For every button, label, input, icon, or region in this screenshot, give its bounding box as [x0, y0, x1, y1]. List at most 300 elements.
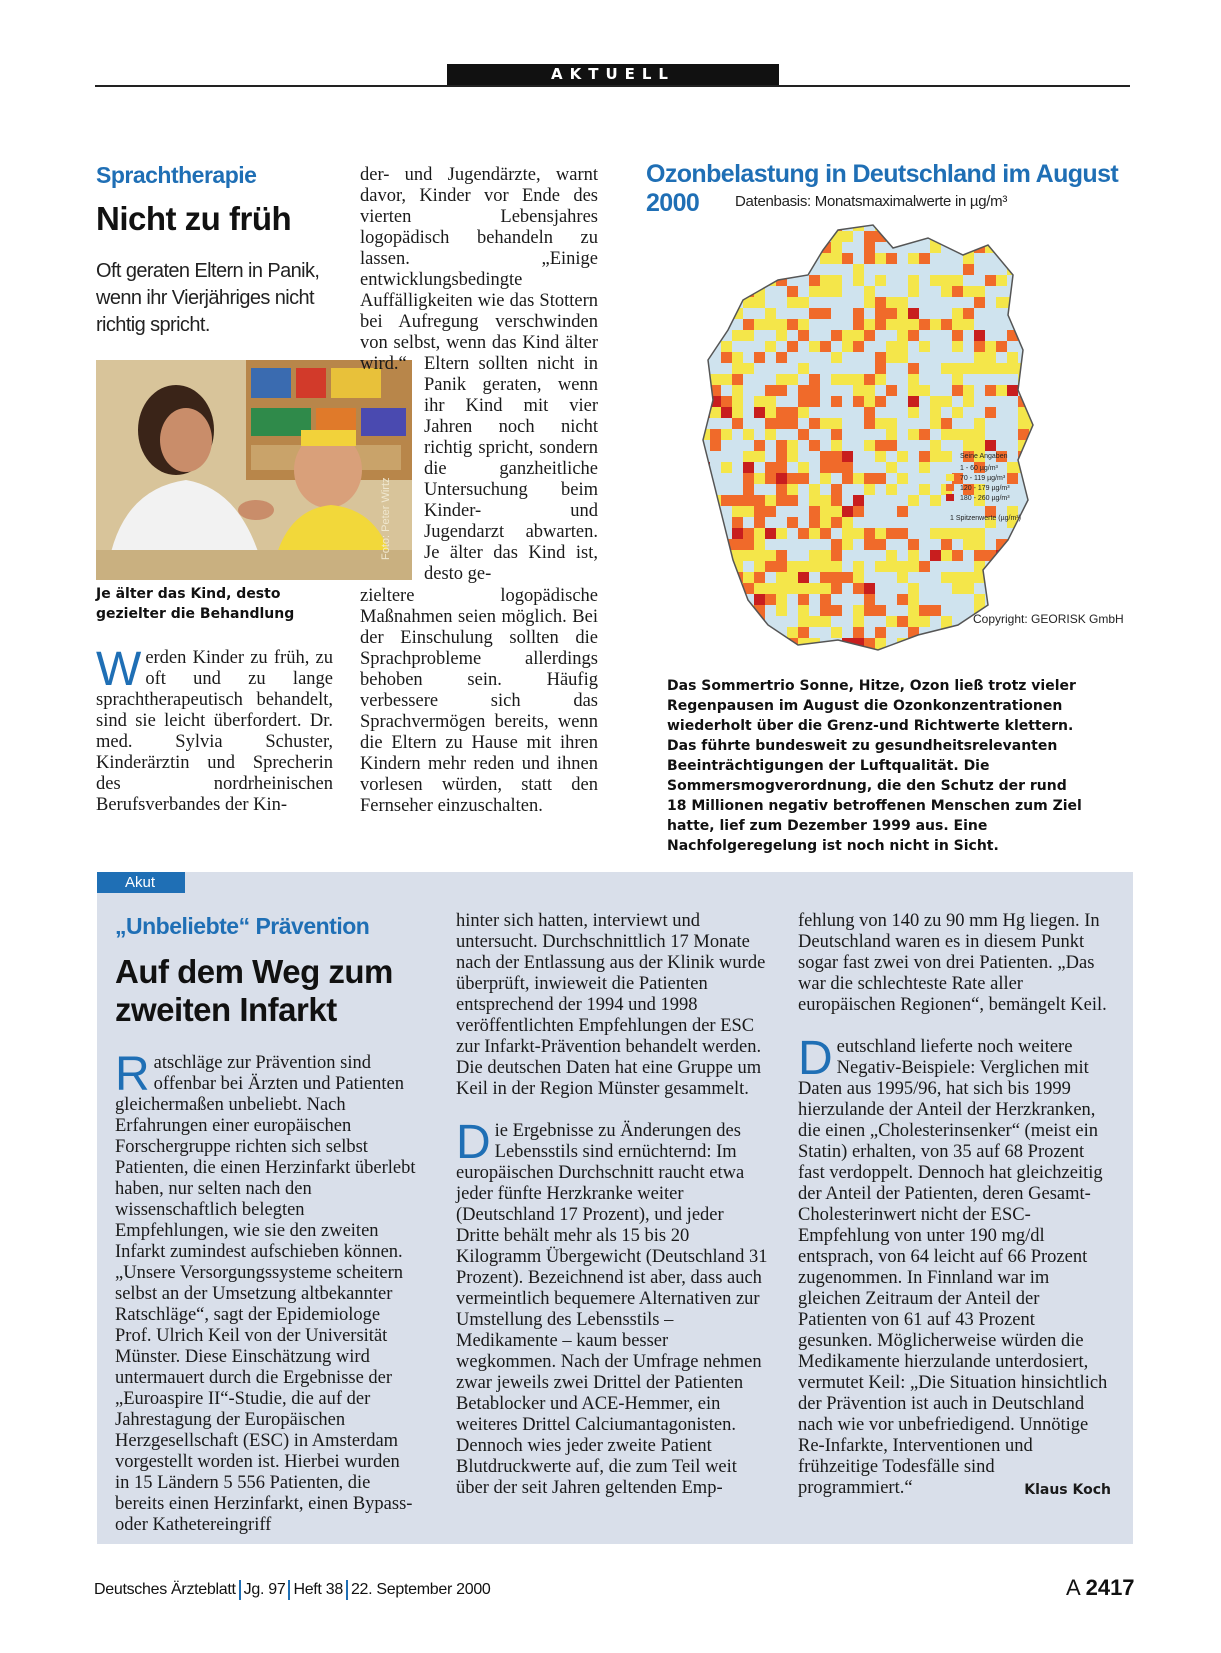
map-cell [1018, 539, 1029, 550]
map-cell [776, 407, 787, 418]
map-cell [710, 561, 721, 572]
map-cell [831, 418, 842, 429]
map-cell [743, 319, 754, 330]
map-cell [831, 506, 842, 517]
map-cell [1084, 539, 1095, 550]
map-cell [798, 330, 809, 341]
map-cell [853, 341, 864, 352]
map-cell [1051, 517, 1062, 528]
map-cell [688, 528, 699, 539]
map-cell [996, 638, 1007, 649]
map-cell [919, 649, 930, 660]
map-cell [886, 319, 897, 330]
map-cell [765, 429, 776, 440]
map-cell [732, 275, 743, 286]
map-cell [754, 561, 765, 572]
map-cell [776, 231, 787, 242]
map-cell [1040, 220, 1051, 231]
map-cell [853, 308, 864, 319]
map-cell [787, 484, 798, 495]
map-cell [732, 495, 743, 506]
map-cell [853, 561, 864, 572]
map-cell [831, 330, 842, 341]
map-cell [1062, 539, 1073, 550]
map-cell [688, 352, 699, 363]
map-cell [996, 363, 1007, 374]
map-cell [754, 616, 765, 627]
map-cell [743, 528, 754, 539]
map-cell [908, 286, 919, 297]
map-cell [1106, 649, 1108, 660]
map-cell [820, 275, 831, 286]
map-cell [1051, 583, 1062, 594]
map-cell [809, 275, 820, 286]
map-cell [798, 572, 809, 583]
footer-volume: Jg. 97 [243, 1581, 286, 1599]
map-cell [897, 297, 908, 308]
map-cell [809, 495, 820, 506]
map-cell [710, 440, 721, 451]
ozone-map-graphic [688, 220, 1108, 665]
map-cell [743, 451, 754, 462]
map-cell [699, 660, 710, 665]
map-cell [688, 396, 699, 407]
map-cell [996, 341, 1007, 352]
map-cell [721, 495, 732, 506]
map-cell [688, 660, 699, 665]
map-cell [754, 352, 765, 363]
map-cell [1062, 451, 1073, 462]
map-cell [875, 473, 886, 484]
map-cell [820, 462, 831, 473]
map-cell [1051, 330, 1062, 341]
map-cell [842, 451, 853, 462]
map-cell [1029, 275, 1040, 286]
map-cell [688, 418, 699, 429]
map-cell [809, 528, 820, 539]
map-cell [820, 572, 831, 583]
map-cell [1029, 594, 1040, 605]
map-cell [864, 583, 875, 594]
map-cell [996, 583, 1007, 594]
map-cell [1106, 418, 1108, 429]
map-cell [710, 330, 721, 341]
map-cell [985, 660, 996, 665]
map-cell [919, 253, 930, 264]
map-cell [732, 638, 743, 649]
map-cell [908, 253, 919, 264]
map-cell [1095, 308, 1106, 319]
map-cell [853, 264, 864, 275]
map-cell [853, 605, 864, 616]
map-cell [787, 286, 798, 297]
map-cell [732, 583, 743, 594]
map-cell [864, 649, 875, 660]
legend-item-2: 70 - 119 µg/m³ [960, 475, 1006, 482]
map-cell [798, 319, 809, 330]
map-cell [886, 561, 897, 572]
map-cell [1095, 583, 1106, 594]
map-cell [699, 308, 710, 319]
map-cell [908, 374, 919, 385]
map-cell [754, 594, 765, 605]
map-cell [1051, 341, 1062, 352]
article2-title: Auf dem Weg zum zweiten Infarkt [115, 953, 393, 1028]
map-cell [798, 462, 809, 473]
map-cell [699, 550, 710, 561]
map-cell [688, 462, 699, 473]
map-cell [798, 627, 809, 638]
map-cell [1029, 352, 1040, 363]
map-cell [820, 594, 831, 605]
map-cell [1095, 363, 1106, 374]
map-cell [930, 418, 941, 429]
map-cell [754, 440, 765, 451]
map-cell [853, 275, 864, 286]
map-cell [732, 528, 743, 539]
map-cell [721, 594, 732, 605]
map-cell [721, 374, 732, 385]
map-cell [1007, 660, 1018, 665]
map-cell [1073, 253, 1084, 264]
map-cell [1029, 484, 1040, 495]
map-cell [908, 495, 919, 506]
map-cell [699, 506, 710, 517]
map-cell [798, 407, 809, 418]
map-cell [787, 517, 798, 528]
map-cell [842, 572, 853, 583]
map-cell [864, 660, 875, 665]
map-cell [908, 616, 919, 627]
map-cell [831, 275, 842, 286]
map-cell [930, 495, 941, 506]
map-cell [831, 561, 842, 572]
map-cell [776, 418, 787, 429]
map-cell [842, 517, 853, 528]
map-cell [842, 649, 853, 660]
map-cell [798, 528, 809, 539]
map-cell [974, 341, 985, 352]
map-cell [1073, 484, 1084, 495]
map-cell [1040, 561, 1051, 572]
map-cell [1051, 495, 1062, 506]
map-cell [963, 660, 974, 665]
map-cell [1062, 440, 1073, 451]
map-cell [974, 649, 985, 660]
map-cell [831, 572, 842, 583]
map-cell [743, 253, 754, 264]
map-cell [1106, 286, 1108, 297]
map-cell [1018, 253, 1029, 264]
map-cell [776, 528, 787, 539]
map-cell [1040, 396, 1051, 407]
map-cell [831, 550, 842, 561]
map-cell [963, 319, 974, 330]
map-subtitle: Datenbasis: Monatsmaximalwerte in µg/m³ [735, 193, 1008, 210]
map-cell [831, 352, 842, 363]
map-cell [842, 473, 853, 484]
therapy-photo [96, 360, 412, 580]
article1-column2-bottom: zieltere logopädische Maßnahmen seien möglich. Bei der Einschulung sollten die Sprachprobleme allerdings behoben sein. Häufig verbessere sich das Sprachvermögen bereits, wenn die Eltern zu Hause mit ihren Kindern mehr reden und ihnen vorlesen würden, statt den Fernseher einzuschalten. [360, 586, 598, 816]
map-cell [699, 231, 710, 242]
map-cell [1007, 462, 1018, 473]
map-cell [886, 385, 897, 396]
map-cell [875, 627, 886, 638]
map-cell [1018, 418, 1029, 429]
map-cell [754, 451, 765, 462]
map-cell [820, 605, 831, 616]
map-cell [853, 616, 864, 627]
map-cell [754, 572, 765, 583]
map-cell [1040, 341, 1051, 352]
map-cell [787, 440, 798, 451]
map-cell [1051, 506, 1062, 517]
map-cell [1040, 308, 1051, 319]
map-cell [743, 264, 754, 275]
map-cell [776, 440, 787, 451]
map-cell [875, 649, 886, 660]
map-cell [1018, 231, 1029, 242]
map-cell [710, 253, 721, 264]
map-cell [776, 374, 787, 385]
map-cell [1084, 473, 1095, 484]
map-cell [776, 319, 787, 330]
dropcap: D [456, 1116, 491, 1169]
map-cell [919, 561, 930, 572]
map-cell [699, 374, 710, 385]
map-cell [721, 286, 732, 297]
map-cell [864, 231, 875, 242]
map-cell [930, 407, 941, 418]
map-cell [1051, 363, 1062, 374]
map-cell [930, 550, 941, 561]
map-cell [743, 473, 754, 484]
map-cell [798, 242, 809, 253]
map-cell [875, 308, 886, 319]
map-cell [996, 594, 1007, 605]
map-cell [985, 352, 996, 363]
map-cell [952, 220, 963, 231]
map-cell [831, 440, 842, 451]
map-cell [875, 539, 886, 550]
photo-credit: Foto: Peter Wirtz [380, 477, 392, 560]
map-cell [941, 638, 952, 649]
map-cell [743, 242, 754, 253]
map-cell [831, 451, 842, 462]
map-cell [699, 341, 710, 352]
map-cell [908, 275, 919, 286]
map-cell [743, 649, 754, 660]
map-cell [1095, 627, 1106, 638]
map-cell [688, 341, 699, 352]
map-cell [952, 429, 963, 440]
map-cell [1095, 352, 1106, 363]
map-cell [886, 231, 897, 242]
map-cell [831, 462, 842, 473]
header-rule [95, 85, 1130, 87]
map-cell [908, 605, 919, 616]
map-cell [776, 385, 787, 396]
map-cell [1029, 297, 1040, 308]
map-cell [1095, 418, 1106, 429]
map-cell [710, 220, 721, 231]
map-cell [809, 396, 820, 407]
map-cell [1062, 319, 1073, 330]
map-cell [1095, 649, 1106, 660]
map-cell [842, 374, 853, 385]
map-cell [1051, 418, 1062, 429]
map-cell [1095, 594, 1106, 605]
map-cell [886, 297, 897, 308]
map-cell [1073, 341, 1084, 352]
map-cell [842, 341, 853, 352]
map-cell [765, 506, 776, 517]
legend-swatch-mid [946, 474, 954, 481]
map-cell [952, 374, 963, 385]
map-cell [1040, 484, 1051, 495]
map-cell [688, 561, 699, 572]
map-cell [963, 583, 974, 594]
map-cell [842, 462, 853, 473]
map-cell [1007, 572, 1018, 583]
map-cell [754, 407, 765, 418]
map-cell [820, 528, 831, 539]
map-cell [831, 374, 842, 385]
map-cell [963, 440, 974, 451]
map-cell [1007, 253, 1018, 264]
map-cell [699, 616, 710, 627]
map-cell [688, 473, 699, 484]
map-cell [1095, 528, 1106, 539]
map-cell [908, 308, 919, 319]
map-cell [743, 330, 754, 341]
map-cell [776, 253, 787, 264]
map-cell [776, 462, 787, 473]
map-cell [886, 429, 897, 440]
map-cell [1095, 660, 1106, 665]
map-cell [820, 517, 831, 528]
map-cell [732, 374, 743, 385]
map-cell [908, 363, 919, 374]
map-cell [699, 605, 710, 616]
map-cell [1062, 330, 1073, 341]
map-cell [754, 517, 765, 528]
map-cell [908, 220, 919, 231]
map-cell [941, 319, 952, 330]
map-cell [1073, 418, 1084, 429]
article1-column2-top: der- und Jugendärzte, warnt davor, Kinder vor Ende des vierten Lebensjahres logopädisch behandeln zu lassen. „Einige entwicklungsbedingte Auffälligkeiten wie das Stottern bei Aufregung verschwinden von selbst, wenn das Kind älter wird.“ [360, 165, 598, 374]
map-cell [963, 528, 974, 539]
map-cell [996, 220, 1007, 231]
map-cell [1051, 550, 1062, 561]
photo-caption: Je älter das Kind, desto gezielter die Behandlung [96, 586, 295, 622]
map-cell [864, 396, 875, 407]
map-cell [1106, 462, 1108, 473]
map-cell [919, 484, 930, 495]
map-cell [831, 484, 842, 495]
map-cell [1051, 253, 1062, 264]
map-cell [1040, 627, 1051, 638]
map-cell [831, 242, 842, 253]
map-cell [963, 627, 974, 638]
map-cell [897, 352, 908, 363]
map-cell [1084, 495, 1095, 506]
map-cell [853, 374, 864, 385]
map-cell [974, 418, 985, 429]
map-cell [809, 308, 820, 319]
legend-swatch-peak [946, 494, 954, 501]
map-cell [963, 572, 974, 583]
map-cell [897, 594, 908, 605]
map-cell [754, 297, 765, 308]
map-cell [853, 660, 864, 665]
page-number [1066, 1575, 1135, 1601]
legend-note: 1 Spitzenwerte (µg/m³) [950, 515, 1021, 522]
map-cell [743, 506, 754, 517]
map-cell [1051, 297, 1062, 308]
map-cell [1040, 297, 1051, 308]
map-cell [1106, 297, 1108, 308]
map-cell [1029, 572, 1040, 583]
map-cell [1051, 528, 1062, 539]
map-cell [776, 352, 787, 363]
map-cell [754, 495, 765, 506]
map-cell [1018, 286, 1029, 297]
map-cell [1062, 341, 1073, 352]
map-cell [853, 319, 864, 330]
map-cell [699, 638, 710, 649]
map-cell [699, 539, 710, 550]
map-cell [710, 627, 721, 638]
map-cell [996, 297, 1007, 308]
map-cell [1095, 385, 1106, 396]
dropcap: D [798, 1032, 833, 1085]
map-cell [1062, 517, 1073, 528]
map-cell [831, 253, 842, 264]
map-cell [1106, 385, 1108, 396]
map-cell [842, 506, 853, 517]
map-cell [974, 297, 985, 308]
map-cell [1007, 473, 1018, 484]
map-cell [688, 539, 699, 550]
map-cell [732, 418, 743, 429]
map-cell [699, 396, 710, 407]
map-cell [1040, 352, 1051, 363]
map-cell [1062, 253, 1073, 264]
map-cell [1084, 462, 1095, 473]
map-cell [1084, 407, 1095, 418]
map-cell [699, 561, 710, 572]
map-cell [864, 594, 875, 605]
map-cell [699, 297, 710, 308]
map-cell [908, 330, 919, 341]
map-cell [886, 649, 897, 660]
map-cell [864, 484, 875, 495]
article1-title: Nicht zu früh [96, 200, 292, 237]
map-cell [1095, 550, 1106, 561]
map-cell [985, 407, 996, 418]
map-cell [776, 594, 787, 605]
footer-citation [94, 1580, 491, 1600]
map-cell [754, 583, 765, 594]
map-cell [688, 649, 699, 660]
map-cell [1062, 385, 1073, 396]
legend-item-1: 1 - 60 µg/m³ [960, 465, 998, 472]
map-cell [853, 627, 864, 638]
map-cell [765, 319, 776, 330]
map-cell [963, 363, 974, 374]
map-cell [853, 495, 864, 506]
